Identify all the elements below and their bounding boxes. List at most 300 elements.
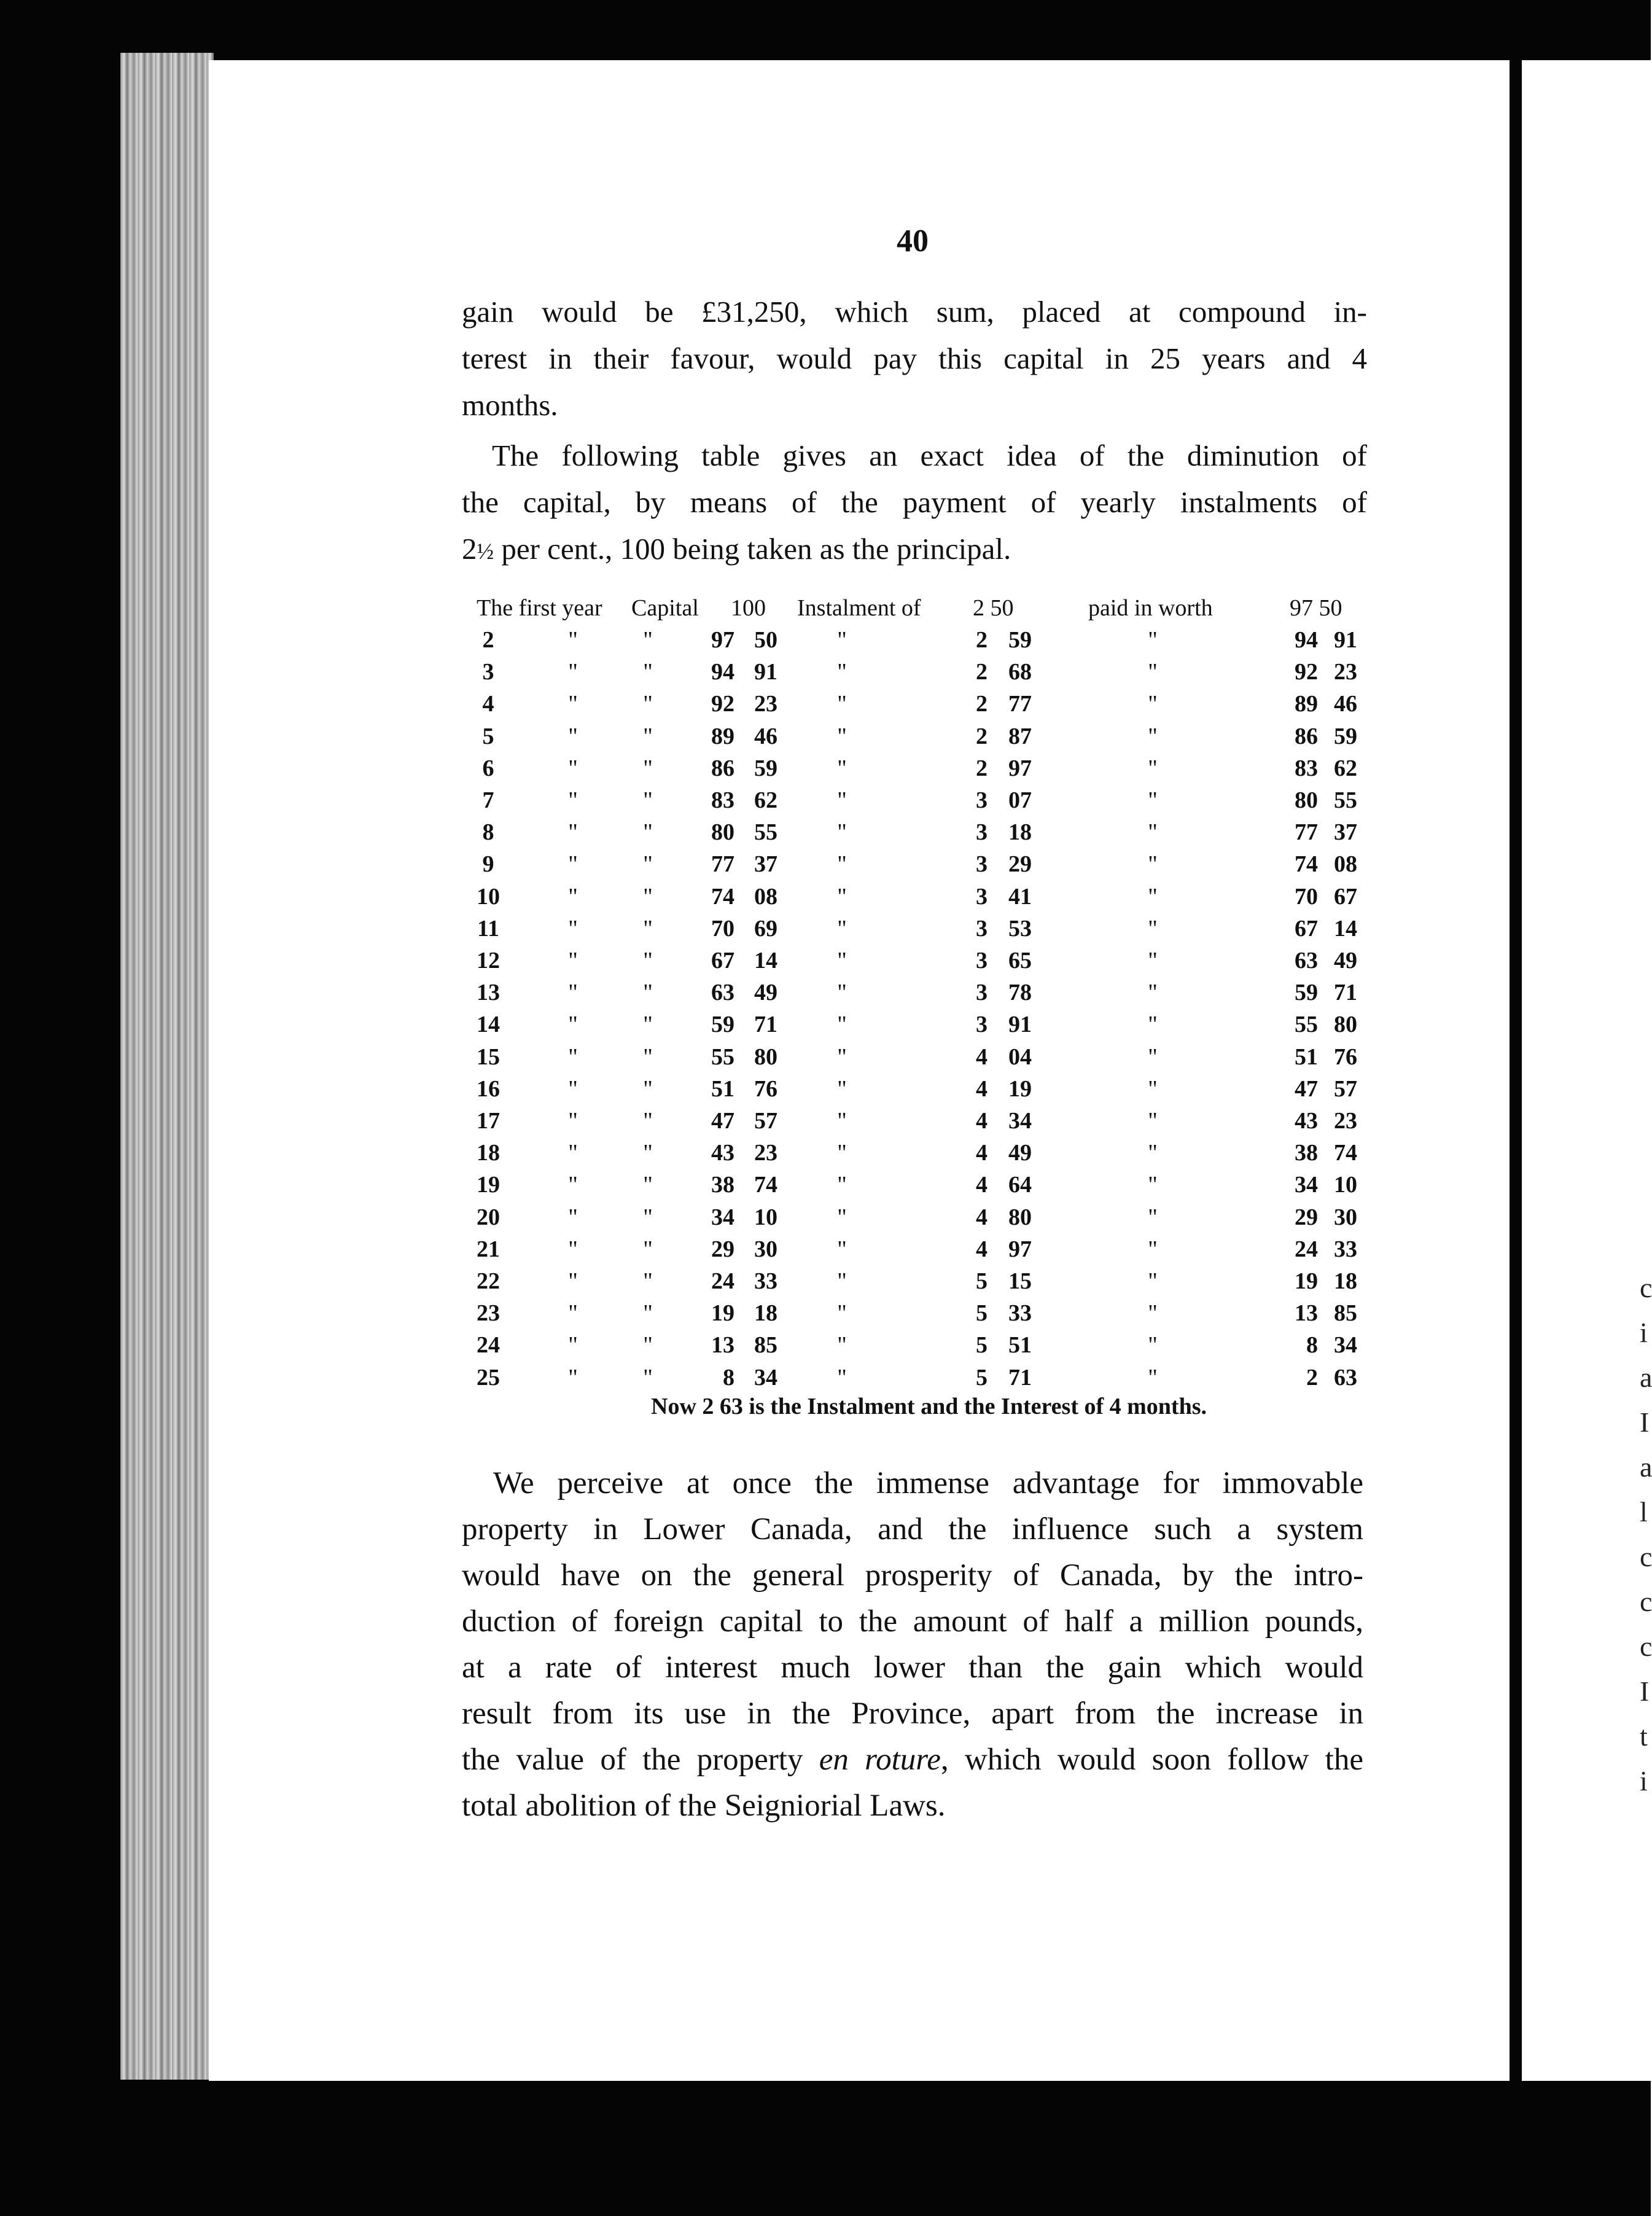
capital-whole-cell: 83 <box>711 787 734 813</box>
instalment-cents-cell: 04 <box>1008 1044 1032 1070</box>
instalment-whole-cell: 3 <box>976 884 988 910</box>
table-row <box>0 979 1651 1011</box>
adjacent-page-letter: I <box>1640 1676 1650 1707</box>
ditto-mark: " <box>837 916 847 942</box>
instalment-whole-cell: 2 <box>976 627 988 653</box>
ditto-mark: " <box>643 1012 653 1037</box>
table-row <box>0 1364 1651 1396</box>
paragraph-1-line: gain would be £31,250, which sum, placed at compound in- <box>462 295 1367 329</box>
capital-cents-cell: 30 <box>754 1236 777 1262</box>
capital-whole-cell: 63 <box>711 980 734 1005</box>
table-row <box>0 851 1651 883</box>
worth-whole-cell: 74 <box>1295 851 1318 877</box>
worth-cents-cell: 10 <box>1334 1172 1357 1198</box>
adjacent-page-letter: i <box>1640 1317 1648 1348</box>
paragraph-3-line-text: , which would soon follow the <box>940 1742 1363 1777</box>
instalment-whole-cell: 4 <box>976 1172 988 1198</box>
capital-whole-cell: 8 <box>723 1365 734 1391</box>
ditto-mark: " <box>837 1108 847 1134</box>
ditto-mark: " <box>1148 851 1158 877</box>
paragraph-3 <box>462 1461 1363 1829</box>
ditto-mark: " <box>837 627 847 653</box>
paragraph-3-line <box>462 1737 1363 1783</box>
adjacent-page-letter: c <box>1640 1586 1652 1617</box>
capital-whole-cell: 13 <box>711 1332 734 1358</box>
instalment-cents-cell: 78 <box>1008 980 1032 1005</box>
ditto-mark: " <box>643 1268 653 1294</box>
capital-cents-cell: 23 <box>754 691 777 717</box>
instalment-cents-cell: 49 <box>1008 1140 1032 1166</box>
adjacent-page-letter: l <box>1640 1496 1648 1527</box>
instalment-cents-cell: 51 <box>1008 1332 1032 1358</box>
instalment-whole-cell: 4 <box>976 1140 988 1166</box>
year-cell: 2 <box>482 627 494 653</box>
ditto-mark: " <box>643 1365 653 1391</box>
instalment-whole-cell: 3 <box>976 980 988 1005</box>
ditto-mark: " <box>837 724 847 749</box>
worth-cents-cell: 14 <box>1334 916 1357 942</box>
adjacent-page-letter: c <box>1640 1541 1652 1572</box>
table-row <box>0 1171 1651 1203</box>
ditto-mark: " <box>837 1300 847 1326</box>
capital-cents-cell: 49 <box>754 980 777 1005</box>
table-row <box>0 658 1651 690</box>
capital-whole-cell: 70 <box>711 916 734 942</box>
instalment-cents-cell: 97 <box>1008 1236 1032 1262</box>
capital-cents-cell: 62 <box>754 787 777 813</box>
instalment-whole-cell: 3 <box>976 819 988 845</box>
worth-whole-cell: 19 <box>1295 1268 1318 1294</box>
table-row <box>0 723 1651 755</box>
worth-whole-cell: 8 <box>1306 1332 1318 1358</box>
capital-whole-cell: 51 <box>711 1076 734 1102</box>
adjacent-page-letter: a <box>1640 1451 1652 1483</box>
fraction-whole: 2 <box>462 532 477 566</box>
ditto-mark: " <box>1148 659 1158 685</box>
worth-whole-cell: 24 <box>1295 1236 1318 1262</box>
capital-cents-cell: 80 <box>754 1044 777 1070</box>
year-cell: 18 <box>477 1140 500 1166</box>
paragraph-2 <box>462 432 1367 575</box>
worth-cents-cell: 55 <box>1334 787 1357 813</box>
worth-cents-cell: 67 <box>1334 884 1357 910</box>
instalment-cents-cell: 71 <box>1008 1365 1032 1391</box>
instalment-whole-cell: 4 <box>976 1044 988 1070</box>
paragraph-3-line: property in Lower Canada, and the influence such a system <box>462 1512 1363 1547</box>
table-row <box>0 1011 1651 1043</box>
capital-cents-cell: 23 <box>754 1140 777 1166</box>
ditto-mark: " <box>1148 1140 1158 1166</box>
ditto-mark: " <box>837 787 847 813</box>
ditto-mark: " <box>568 691 578 717</box>
ditto-mark: " <box>568 1044 578 1070</box>
year-cell: 16 <box>477 1076 500 1102</box>
instalment-whole-cell: 3 <box>976 851 988 877</box>
ditto-mark: " <box>568 627 578 653</box>
ditto-mark: " <box>643 1300 653 1326</box>
ditto-mark: " <box>643 916 653 942</box>
table-row <box>0 883 1651 915</box>
worth-cents-cell: 23 <box>1334 659 1357 685</box>
ditto-mark: " <box>568 851 578 877</box>
ditto-mark: " <box>643 1332 653 1358</box>
paragraph-2-line-text: per cent., 100 being taken as the principal. <box>494 532 1011 566</box>
table-header-capital-value: 100 <box>731 595 766 621</box>
paragraph-3-line: total abolition of the Seigniorial Laws. <box>462 1789 946 1823</box>
ditto-mark: " <box>1148 1365 1158 1391</box>
ditto-mark: " <box>643 1108 653 1134</box>
instalment-cents-cell: 68 <box>1008 659 1032 685</box>
instalment-whole-cell: 2 <box>976 724 988 749</box>
ditto-mark: " <box>643 1236 653 1262</box>
worth-whole-cell: 70 <box>1295 884 1318 910</box>
ditto-mark: " <box>1148 627 1158 653</box>
paragraph-2-line <box>462 432 1367 479</box>
ditto-mark: " <box>837 1012 847 1037</box>
capital-whole-cell: 47 <box>711 1108 734 1134</box>
ditto-mark: " <box>837 1140 847 1166</box>
table-row <box>0 1300 1651 1332</box>
instalment-whole-cell: 2 <box>976 691 988 717</box>
table-header-paid: paid in worth <box>1088 595 1213 621</box>
ditto-mark: " <box>1148 1204 1158 1230</box>
table-row <box>0 1204 1651 1236</box>
ditto-mark: " <box>568 948 578 973</box>
ditto-mark: " <box>1148 980 1158 1005</box>
capital-cents-cell: 55 <box>754 819 777 845</box>
table-row <box>0 1075 1651 1107</box>
ditto-mark: " <box>1148 1268 1158 1294</box>
capital-cents-cell: 37 <box>754 851 777 877</box>
ditto-mark: " <box>1148 724 1158 749</box>
ditto-mark: " <box>1148 1236 1158 1262</box>
instalment-cents-cell: 34 <box>1008 1108 1032 1134</box>
worth-cents-cell: 76 <box>1334 1044 1357 1070</box>
ditto-mark: " <box>837 819 847 845</box>
instalment-cents-cell: 80 <box>1008 1204 1032 1230</box>
ditto-mark: " <box>568 916 578 942</box>
instalment-cents-cell: 19 <box>1008 1076 1032 1102</box>
worth-cents-cell: 23 <box>1334 1108 1357 1134</box>
instalment-whole-cell: 3 <box>976 916 988 942</box>
ditto-mark: " <box>643 948 653 973</box>
paragraph-1-line: terest in their favour, would pay this capital in 25 years and 4 <box>462 341 1367 375</box>
paragraph-3-line: result from its use in the Province, apart from the increase in <box>462 1696 1363 1731</box>
adjacent-page-letter: I <box>1640 1406 1650 1438</box>
capital-whole-cell: 89 <box>711 724 734 749</box>
capital-cents-cell: 08 <box>754 884 777 910</box>
instalment-cents-cell: 07 <box>1008 787 1032 813</box>
paragraph-3-line: at a rate of interest much lower than the gain which would <box>462 1650 1363 1685</box>
worth-whole-cell: 77 <box>1295 819 1318 845</box>
ditto-mark: " <box>568 1012 578 1037</box>
instalment-cents-cell: 53 <box>1008 916 1032 942</box>
worth-whole-cell: 67 <box>1295 916 1318 942</box>
instalment-cents-cell: 41 <box>1008 884 1032 910</box>
ditto-mark: " <box>568 1076 578 1102</box>
year-cell: 9 <box>482 851 494 877</box>
ditto-mark: " <box>643 1204 653 1230</box>
capital-cents-cell: 91 <box>754 659 777 685</box>
table-header-first-year: The first year <box>477 595 602 621</box>
ditto-mark: " <box>568 659 578 685</box>
year-cell: 6 <box>482 755 494 781</box>
table-row <box>0 1139 1651 1171</box>
capital-cents-cell: 18 <box>754 1300 777 1326</box>
worth-whole-cell: 94 <box>1295 627 1318 653</box>
instalment-cents-cell: 33 <box>1008 1300 1032 1326</box>
instalment-whole-cell: 5 <box>976 1332 988 1358</box>
worth-cents-cell: 63 <box>1334 1365 1357 1391</box>
worth-whole-cell: 83 <box>1295 755 1318 781</box>
capital-cents-cell: 76 <box>754 1076 777 1102</box>
worth-cents-cell: 59 <box>1334 724 1357 749</box>
capital-whole-cell: 59 <box>711 1012 734 1037</box>
capital-cents-cell: 74 <box>754 1172 777 1198</box>
table-row <box>0 915 1651 947</box>
ditto-mark: " <box>568 1172 578 1198</box>
capital-whole-cell: 67 <box>711 948 734 973</box>
capital-whole-cell: 80 <box>711 819 734 845</box>
capital-whole-cell: 97 <box>711 627 734 653</box>
table-row <box>0 819 1651 851</box>
instalment-whole-cell: 4 <box>976 1236 988 1262</box>
ditto-mark: " <box>568 1300 578 1326</box>
instalment-whole-cell: 3 <box>976 787 988 813</box>
italic-term: en roture <box>819 1742 941 1777</box>
ditto-mark: " <box>837 1172 847 1198</box>
ditto-mark: " <box>1148 1300 1158 1326</box>
capital-cents-cell: 69 <box>754 916 777 942</box>
instalment-whole-cell: 4 <box>976 1076 988 1102</box>
year-cell: 24 <box>477 1332 500 1358</box>
instalment-cents-cell: 15 <box>1008 1268 1032 1294</box>
adjacent-page-letter: c <box>1640 1272 1652 1303</box>
instalment-cents-cell: 65 <box>1008 948 1032 973</box>
worth-whole-cell: 86 <box>1295 724 1318 749</box>
ditto-mark: " <box>568 1140 578 1166</box>
instalment-whole-cell: 4 <box>976 1204 988 1230</box>
capital-cents-cell: 85 <box>754 1332 777 1358</box>
ditto-mark: " <box>837 1332 847 1358</box>
paragraph-1 <box>462 289 1367 429</box>
ditto-mark: " <box>568 755 578 781</box>
paragraph-2-line: the capital, by means of the payment of yearly instalments of <box>462 485 1367 519</box>
ditto-mark: " <box>1148 916 1158 942</box>
table-row <box>0 787 1651 819</box>
paragraph-2-line-text: The following table gives an exact idea of the diminution of <box>492 439 1367 472</box>
table-row <box>0 1268 1651 1300</box>
table-footnote: Now 2 63 is the Instalment and the Interest of 4 months. <box>651 1394 1207 1419</box>
year-cell: 14 <box>477 1012 500 1037</box>
table-row <box>0 1236 1651 1268</box>
worth-cents-cell: 46 <box>1334 691 1357 717</box>
year-cell: 25 <box>477 1365 500 1391</box>
paragraph-3-line <box>462 1461 1363 1507</box>
year-cell: 11 <box>477 916 499 942</box>
ditto-mark: " <box>837 884 847 910</box>
ditto-mark: " <box>837 755 847 781</box>
ditto-mark: " <box>837 980 847 1005</box>
worth-whole-cell: 55 <box>1295 1012 1318 1037</box>
capital-cents-cell: 46 <box>754 724 777 749</box>
ditto-mark: " <box>643 1140 653 1166</box>
capital-cents-cell: 57 <box>754 1108 777 1134</box>
ditto-mark: " <box>837 851 847 877</box>
ditto-mark: " <box>568 1108 578 1134</box>
table-row <box>0 947 1651 979</box>
instalment-whole-cell: 5 <box>976 1300 988 1326</box>
year-cell: 7 <box>482 787 494 813</box>
ditto-mark: " <box>568 1332 578 1358</box>
capital-whole-cell: 19 <box>711 1300 734 1326</box>
fraction-half: ½ <box>477 539 494 564</box>
ditto-mark: " <box>1148 755 1158 781</box>
instalment-whole-cell: 2 <box>976 659 988 685</box>
worth-whole-cell: 89 <box>1295 691 1318 717</box>
capital-whole-cell: 94 <box>711 659 734 685</box>
ditto-mark: " <box>568 787 578 813</box>
worth-cents-cell: 74 <box>1334 1140 1357 1166</box>
ditto-mark: " <box>1148 1012 1158 1037</box>
paragraph-1-line: months. <box>462 388 558 422</box>
page-number: 40 <box>897 224 929 259</box>
capital-cents-cell: 50 <box>754 627 777 653</box>
ditto-mark: " <box>1148 1044 1158 1070</box>
year-cell: 22 <box>477 1268 500 1294</box>
worth-cents-cell: 71 <box>1334 980 1357 1005</box>
ditto-mark: " <box>643 1076 653 1102</box>
ditto-mark: " <box>568 980 578 1005</box>
year-cell: 4 <box>482 691 494 717</box>
capital-whole-cell: 38 <box>711 1172 734 1198</box>
worth-whole-cell: 13 <box>1295 1300 1318 1326</box>
instalment-whole-cell: 5 <box>976 1365 988 1391</box>
adjacent-page-letter: a <box>1640 1362 1652 1393</box>
worth-whole-cell: 51 <box>1295 1044 1318 1070</box>
worth-whole-cell: 59 <box>1295 980 1318 1005</box>
adjacent-page-letter: i <box>1640 1765 1648 1797</box>
table-row <box>0 1044 1651 1075</box>
ditto-mark: " <box>643 980 653 1005</box>
table-row <box>0 755 1651 787</box>
ditto-mark: " <box>837 1268 847 1294</box>
paragraph-3-line: duction of foreign capital to the amount of half a million pounds, <box>462 1604 1363 1639</box>
worth-cents-cell: 34 <box>1334 1332 1357 1358</box>
year-cell: 5 <box>482 724 494 749</box>
ditto-mark: " <box>643 884 653 910</box>
capital-whole-cell: 55 <box>711 1044 734 1070</box>
ditto-mark: " <box>1148 819 1158 845</box>
ditto-mark: " <box>1148 948 1158 973</box>
ditto-mark: " <box>643 659 653 685</box>
ditto-mark: " <box>643 1044 653 1070</box>
ditto-mark: " <box>1148 1172 1158 1198</box>
worth-whole-cell: 2 <box>1306 1365 1318 1391</box>
paragraph-3-line-text: the value of the property <box>462 1742 819 1777</box>
worth-whole-cell: 63 <box>1295 948 1318 973</box>
year-cell: 10 <box>477 884 500 910</box>
instalment-cents-cell: 59 <box>1008 627 1032 653</box>
ditto-mark: " <box>837 659 847 685</box>
capital-whole-cell: 92 <box>711 691 734 717</box>
capital-cents-cell: 71 <box>754 1012 777 1037</box>
ditto-mark: " <box>568 1268 578 1294</box>
instalment-whole-cell: 3 <box>976 1012 988 1037</box>
worth-cents-cell: 33 <box>1334 1236 1357 1262</box>
ditto-mark: " <box>1148 1108 1158 1134</box>
ditto-mark: " <box>837 691 847 717</box>
table-row <box>0 1332 1651 1364</box>
ditto-mark: " <box>1148 691 1158 717</box>
worth-cents-cell: 91 <box>1334 627 1357 653</box>
table-row <box>0 1107 1651 1139</box>
year-cell: 23 <box>477 1300 500 1326</box>
ditto-mark: " <box>568 1365 578 1391</box>
year-cell: 15 <box>477 1044 500 1070</box>
ditto-mark: " <box>643 724 653 749</box>
year-cell: 3 <box>482 659 494 685</box>
instalment-cents-cell: 91 <box>1008 1012 1032 1037</box>
capital-whole-cell: 29 <box>711 1236 734 1262</box>
ditto-mark: " <box>837 1076 847 1102</box>
ditto-mark: " <box>643 851 653 877</box>
ditto-mark: " <box>643 627 653 653</box>
capital-whole-cell: 77 <box>711 851 734 877</box>
ditto-mark: " <box>1148 884 1158 910</box>
worth-whole-cell: 43 <box>1295 1108 1318 1134</box>
worth-cents-cell: 37 <box>1334 819 1357 845</box>
ditto-mark: " <box>1148 1076 1158 1102</box>
worth-whole-cell: 29 <box>1295 1204 1318 1230</box>
capital-cents-cell: 59 <box>754 755 777 781</box>
instalment-whole-cell: 4 <box>976 1108 988 1134</box>
capital-cents-cell: 33 <box>754 1268 777 1294</box>
instalment-whole-cell: 3 <box>976 948 988 973</box>
capital-whole-cell: 24 <box>711 1268 734 1294</box>
ditto-mark: " <box>568 724 578 749</box>
year-cell: 12 <box>477 948 500 973</box>
instalment-cents-cell: 29 <box>1008 851 1032 877</box>
ditto-mark: " <box>643 1172 653 1198</box>
instalment-cents-cell: 97 <box>1008 755 1032 781</box>
capital-cents-cell: 10 <box>754 1204 777 1230</box>
capital-whole-cell: 86 <box>711 755 734 781</box>
table-header-instalment-value: 2 50 <box>973 595 1014 621</box>
ditto-mark: " <box>837 1044 847 1070</box>
instalment-whole-cell: 2 <box>976 755 988 781</box>
ditto-mark: " <box>643 819 653 845</box>
adjacent-page-letter: c <box>1640 1631 1652 1662</box>
worth-whole-cell: 92 <box>1295 659 1318 685</box>
instalment-whole-cell: 5 <box>976 1268 988 1294</box>
worth-cents-cell: 80 <box>1334 1012 1357 1037</box>
worth-whole-cell: 38 <box>1295 1140 1318 1166</box>
ditto-mark: " <box>568 884 578 910</box>
worth-cents-cell: 85 <box>1334 1300 1357 1326</box>
worth-cents-cell: 49 <box>1334 948 1357 973</box>
table-header-worth-value: 97 50 <box>1290 595 1342 621</box>
table-header-capital: Capital <box>631 595 699 621</box>
worth-cents-cell: 57 <box>1334 1076 1357 1102</box>
table-row <box>0 626 1651 658</box>
ditto-mark: " <box>643 755 653 781</box>
ditto-mark: " <box>837 948 847 973</box>
capital-whole-cell: 43 <box>711 1140 734 1166</box>
capital-cents-cell: 34 <box>754 1365 777 1391</box>
year-cell: 19 <box>477 1172 500 1198</box>
ditto-mark: " <box>568 819 578 845</box>
